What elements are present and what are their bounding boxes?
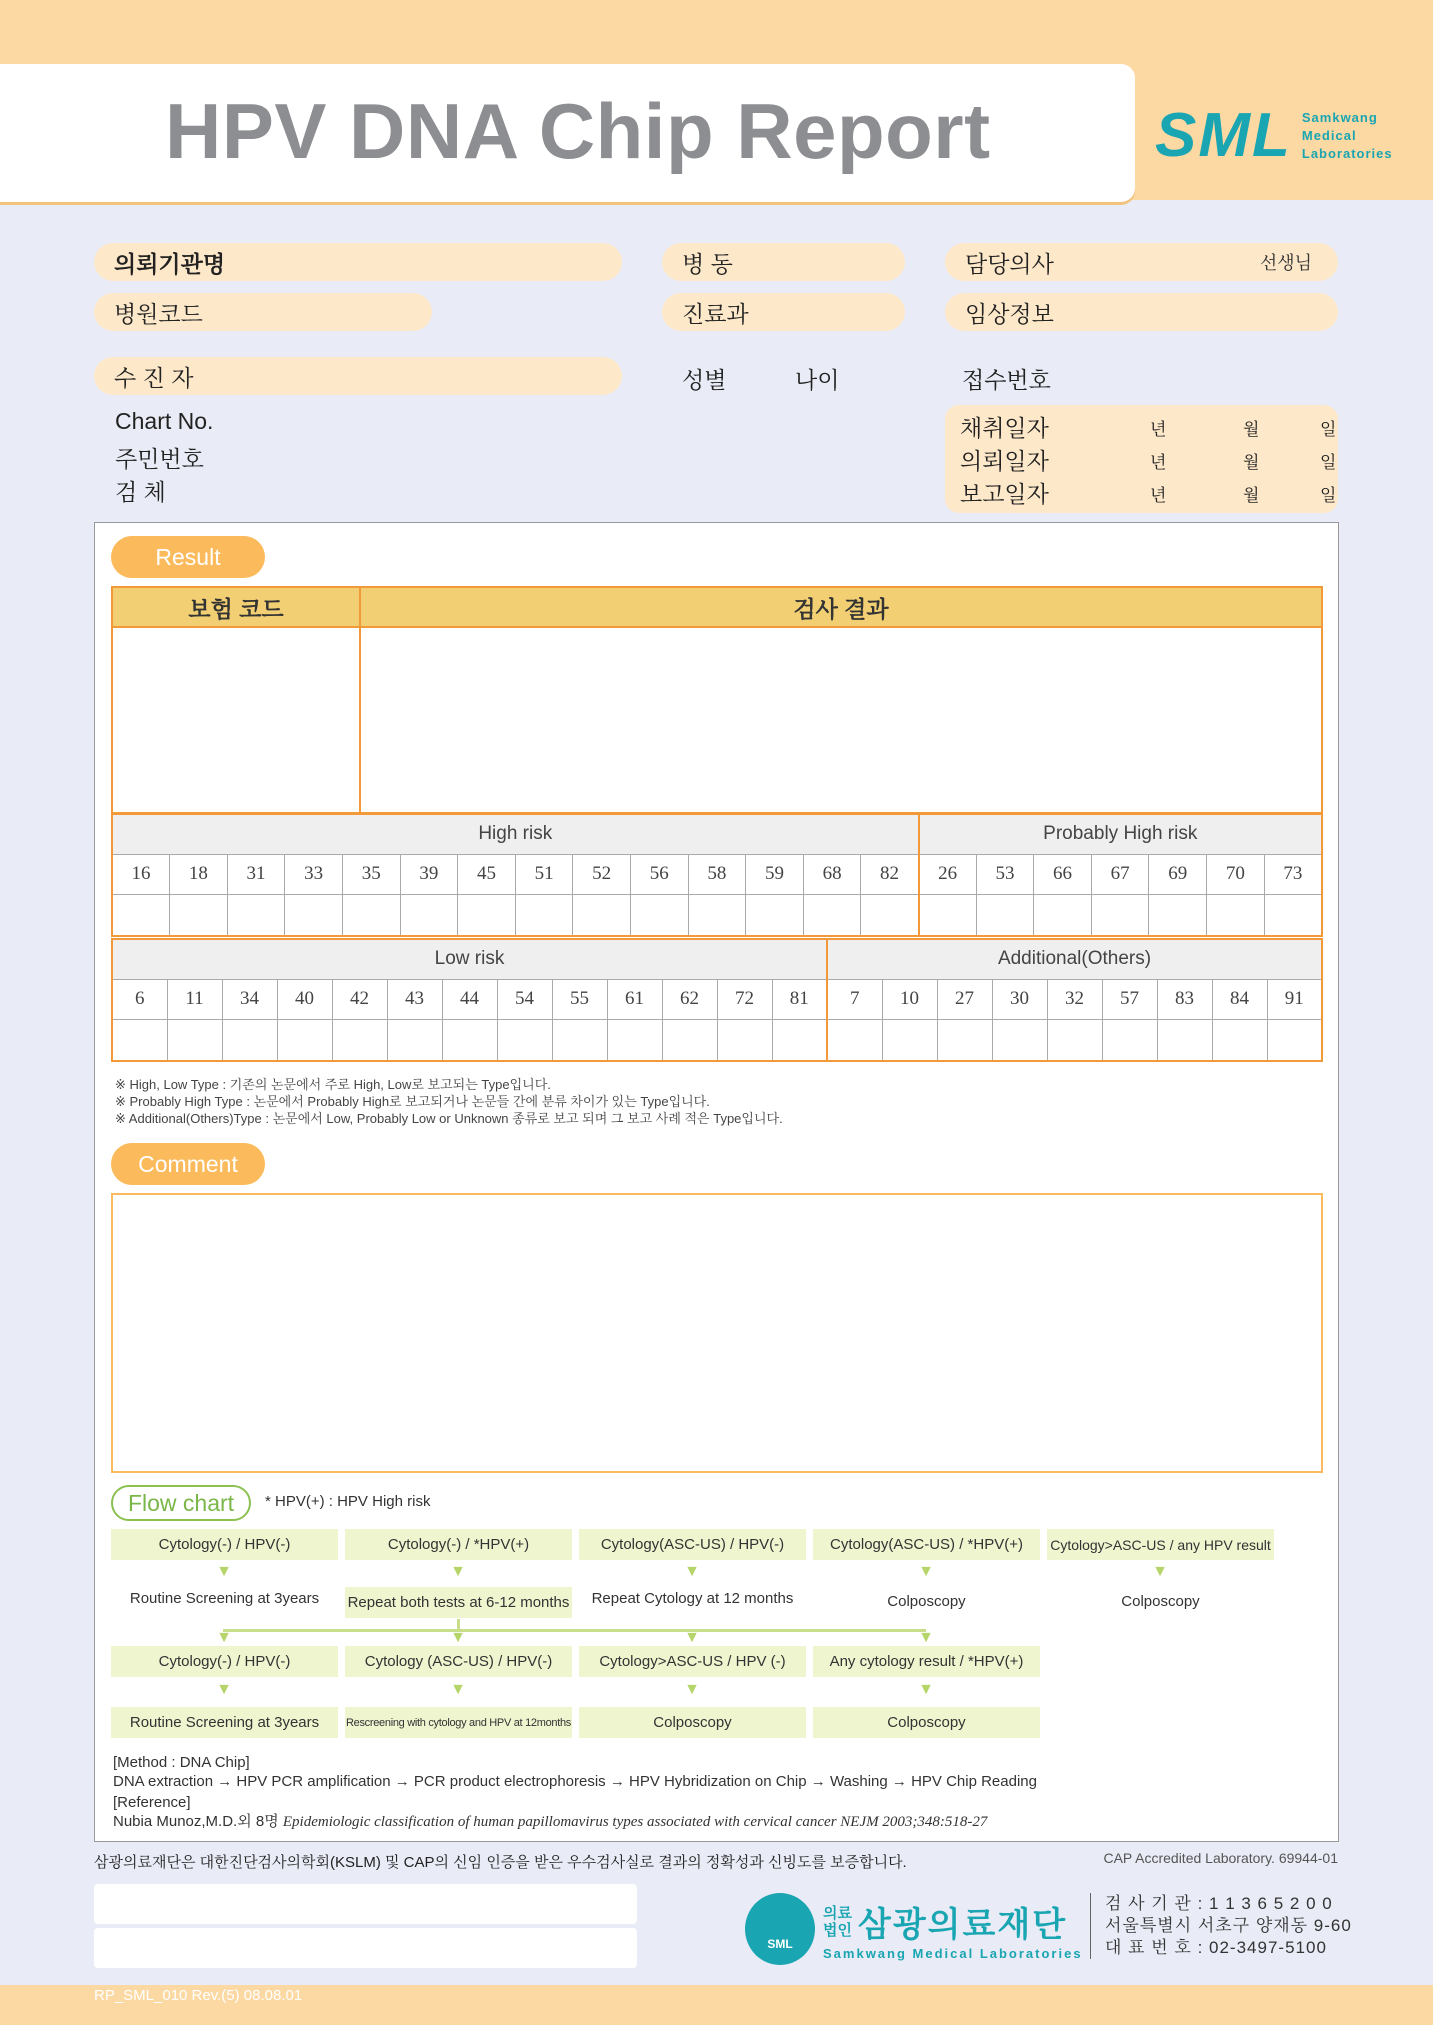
high-risk-result-cell[interactable]	[630, 894, 688, 936]
arrow-down-icon: ▼	[918, 1629, 934, 1646]
low-risk-result-cell[interactable]	[387, 1019, 442, 1061]
prob-high-type-67: 67	[1091, 854, 1149, 894]
institution-field[interactable]: 의뢰기관명	[94, 243, 622, 281]
comment-tag: Comment	[111, 1143, 265, 1185]
low-risk-type-6: 6	[112, 979, 167, 1019]
high-risk-result-cell[interactable]	[746, 894, 804, 936]
clinical-info-field[interactable]: 임상정보	[945, 293, 1338, 331]
patient-field[interactable]: 수 진 자	[94, 357, 622, 395]
specimen-label: 검 체	[115, 479, 166, 505]
additional-result-cell[interactable]	[882, 1019, 937, 1061]
fc-r1-c5: Cytology>ASC-US / any HPV result	[1047, 1529, 1274, 1560]
arrow-down-icon: ▼	[918, 1563, 934, 1580]
collection-date: 채취일자 년 월 일	[960, 415, 1337, 441]
fc-r4-c3: Colposcopy	[579, 1707, 806, 1738]
ward-field[interactable]: 병 동	[662, 243, 905, 281]
reference-title: [Reference]	[113, 1794, 191, 1811]
additional-type-32: 32	[1047, 979, 1102, 1019]
prob-high-result-cell[interactable]	[919, 894, 977, 936]
prob-high-type-53: 53	[976, 854, 1034, 894]
department-field[interactable]: 진료과	[662, 293, 905, 331]
method-title: [Method : DNA Chip]	[113, 1754, 250, 1771]
high-risk-result-cell[interactable]	[861, 894, 919, 936]
request-date: 의뢰일자 년 월 일	[960, 448, 1337, 474]
arrow-down-icon: ▼	[216, 1629, 232, 1646]
test-result-cell[interactable]	[361, 628, 1321, 812]
additional-type-30: 30	[992, 979, 1047, 1019]
low-risk-result-cell[interactable]	[277, 1019, 332, 1061]
fc-r4-c4: Colposcopy	[813, 1707, 1040, 1738]
test-result-header: 검사 결과	[793, 595, 889, 622]
main-panel	[94, 522, 1339, 1842]
fc-r2-c4: Colposcopy	[887, 1593, 966, 1610]
high-risk-type-35: 35	[342, 854, 400, 894]
prob-high-header: Probably High risk	[919, 814, 1322, 854]
additional-result-cell[interactable]	[1212, 1019, 1267, 1061]
high-risk-result-cell[interactable]	[573, 894, 631, 936]
low-risk-result-cell[interactable]	[112, 1019, 167, 1061]
high-risk-result-cell[interactable]	[400, 894, 458, 936]
high-risk-result-cell[interactable]	[285, 894, 343, 936]
arrow-down-icon: ▼	[216, 1681, 232, 1698]
prob-high-result-cell[interactable]	[1034, 894, 1092, 936]
prob-high-type-70: 70	[1207, 854, 1265, 894]
report-date: 보고일자 년 월 일	[960, 481, 1337, 507]
org-english-name: Samkwang Medical Laboratories	[823, 1946, 1083, 1961]
additional-result-cell[interactable]	[827, 1019, 882, 1061]
additional-type-91: 91	[1267, 979, 1322, 1019]
prob-high-result-cell[interactable]	[1207, 894, 1265, 936]
high-risk-type-18: 18	[170, 854, 228, 894]
sml-blob-icon: SML	[745, 1893, 815, 1965]
low-risk-result-cell[interactable]	[497, 1019, 552, 1061]
hospital-code-field[interactable]: 병원코드	[94, 293, 432, 331]
high-risk-header: High risk	[112, 814, 919, 854]
additional-result-cell[interactable]	[1157, 1019, 1212, 1061]
fc-r1-c3: Cytology(ASC-US) / HPV(-)	[579, 1529, 806, 1560]
high-risk-type-58: 58	[688, 854, 746, 894]
high-risk-type-82: 82	[861, 854, 919, 894]
prob-high-type-66: 66	[1034, 854, 1092, 894]
document-code: RP_SML_010 Rev.(5) 08.08.01	[94, 1987, 303, 2004]
low-risk-result-cell[interactable]	[662, 1019, 717, 1061]
high-risk-type-31: 31	[227, 854, 285, 894]
high-risk-type-59: 59	[746, 854, 804, 894]
additional-result-cell[interactable]	[1102, 1019, 1157, 1061]
additional-type-84: 84	[1212, 979, 1267, 1019]
resident-no-label: 주민번호	[115, 446, 204, 472]
low-risk-header: Low risk	[112, 939, 827, 979]
fc-r3-c1: Cytology(-) / HPV(-)	[111, 1646, 338, 1677]
low-risk-type-54: 54	[497, 979, 552, 1019]
arrow-down-icon: ▼	[450, 1563, 466, 1580]
low-risk-type-11: 11	[167, 979, 222, 1019]
high-risk-type-39: 39	[400, 854, 458, 894]
result-table	[111, 586, 1323, 814]
low-risk-type-61: 61	[607, 979, 662, 1019]
arrow-down-icon: ▼	[216, 1563, 232, 1580]
high-risk-type-52: 52	[573, 854, 631, 894]
result-tag: Result	[111, 536, 265, 578]
method-steps: DNA extraction → HPV PCR amplification → PCR product electrophoresis → HPV Hybridization on Chip → Washing → HPV Chip Reading	[113, 1773, 1037, 1790]
high-risk-result-cell[interactable]	[458, 894, 516, 936]
additional-type-10: 10	[882, 979, 937, 1019]
age-label: 나이	[795, 367, 840, 393]
low-risk-type-81: 81	[772, 979, 827, 1019]
prob-high-result-cell[interactable]	[1264, 894, 1322, 936]
signature-field-1[interactable]	[94, 1884, 637, 1924]
prob-high-result-cell[interactable]	[1149, 894, 1207, 936]
fc-r2-c1: Routine Screening at 3years	[129, 1590, 320, 1607]
low-risk-type-34: 34	[222, 979, 277, 1019]
doctor-field[interactable]: 담당의사 선생님	[945, 243, 1338, 281]
reference-line: Nubia Munoz,M.D.외 8명 Epidemiologic classification of human papillomavirus types associated with cervical cancer NEJM 2003;348:518-27	[113, 1813, 988, 1830]
low-risk-type-40: 40	[277, 979, 332, 1019]
high-risk-type-51: 51	[515, 854, 573, 894]
additional-type-83: 83	[1157, 979, 1212, 1019]
comment-box[interactable]	[111, 1193, 1323, 1473]
arrow-down-icon: ▼	[684, 1629, 700, 1646]
fc-r3-c3: Cytology>ASC-US / HPV (-)	[579, 1646, 806, 1677]
high-risk-type-56: 56	[630, 854, 688, 894]
logo-subtitle: Samkwang Medical Laboratories	[1301, 109, 1393, 161]
fc-r2-c5: Colposcopy	[1121, 1593, 1200, 1610]
date-box	[945, 405, 1338, 513]
samkwang-logo: SML 의료 법인 삼광의료재단 Samkwang Medical Laboratories	[745, 1893, 1083, 1965]
org-contact-info: 검 사 기 관 : 1 1 3 6 5 2 0 0 서울특별시 서초구 양재동 9-60 대 표 번 호 : 02-3497-5100	[1090, 1893, 1352, 1959]
fc-r3-c2: Cytology (ASC-US) / HPV(-)	[345, 1646, 572, 1677]
flowchart-tag: Flow chart	[111, 1485, 251, 1521]
low-risk-result-cell[interactable]	[717, 1019, 772, 1061]
signature-field-2[interactable]	[94, 1928, 637, 1968]
low-risk-type-44: 44	[442, 979, 497, 1019]
arrow-down-icon: ▼	[684, 1681, 700, 1698]
insurance-code-cell[interactable]	[113, 628, 361, 812]
low-risk-result-cell[interactable]	[222, 1019, 277, 1061]
additional-header: Additional(Others)	[827, 939, 1322, 979]
low-risk-result-cell[interactable]	[167, 1019, 222, 1061]
assurance-text: 삼광의료재단은 대한진단검사의학회(KSLM) 및 CAP의 신임 인증을 받은 우수검사실로 결과의 정확성과 신빙도를 보증합니다.	[94, 1854, 907, 1871]
sex-label: 성별	[682, 367, 727, 393]
additional-result-cell[interactable]	[992, 1019, 1047, 1061]
fc-r4-c2: Rescreening with cytology and HPV at 12months	[345, 1707, 572, 1738]
additional-result-cell[interactable]	[937, 1019, 992, 1061]
low-risk-result-cell[interactable]	[442, 1019, 497, 1061]
fc-r2-c2: Repeat both tests at 6-12 months	[345, 1587, 572, 1618]
low-risk-type-55: 55	[552, 979, 607, 1019]
high-risk-result-cell[interactable]	[342, 894, 400, 936]
fc-r1-c2: Cytology(-) / *HPV(+)	[345, 1529, 572, 1560]
low-risk-type-42: 42	[332, 979, 387, 1019]
high-risk-result-cell[interactable]	[170, 894, 228, 936]
high-risk-type-68: 68	[803, 854, 861, 894]
high-risk-result-cell[interactable]	[515, 894, 573, 936]
arrow-down-icon: ▼	[918, 1681, 934, 1698]
high-risk-result-cell[interactable]	[688, 894, 746, 936]
high-risk-type-33: 33	[285, 854, 343, 894]
receipt-no-label: 접수번호	[962, 367, 1051, 393]
low-risk-result-cell[interactable]	[772, 1019, 827, 1061]
low-risk-result-cell[interactable]	[607, 1019, 662, 1061]
low-risk-result-cell[interactable]	[552, 1019, 607, 1061]
connector-line	[223, 1629, 926, 1632]
sml-logo	[1155, 100, 1393, 171]
additional-type-57: 57	[1102, 979, 1157, 1019]
insurance-code-header: 보험 코드	[113, 588, 361, 626]
high-risk-result-cell[interactable]	[803, 894, 861, 936]
flowchart-note: * HPV(+) : HPV High risk	[265, 1493, 431, 1510]
report-title: HPV DNA Chip Report	[165, 87, 991, 175]
low-risk-result-cell[interactable]	[332, 1019, 387, 1061]
chart-no-label: Chart No.	[115, 408, 214, 434]
additional-result-cell[interactable]	[1047, 1019, 1102, 1061]
low-risk-table	[111, 938, 1323, 1062]
arrow-down-icon: ▼	[1152, 1563, 1168, 1580]
cap-accreditation: CAP Accredited Laboratory. 69944-01	[1103, 1850, 1338, 1866]
method-section	[113, 1753, 1037, 1832]
prob-high-result-cell[interactable]	[1091, 894, 1149, 936]
additional-type-27: 27	[937, 979, 992, 1019]
low-risk-type-62: 62	[662, 979, 717, 1019]
type-notes: ※ High, Low Type : 기존의 논문에서 주로 High, Low로 보고되는 Type입니다. ※ Probably High Type : 논문에서 Probably High로 보고되거나 논문들 간에 분류 차이가 있는 Type입니다. ※ Additional(Others)Type : 논문에서 Low, Probably Low or Unknown 종류로 보고 되며 그 보고 사례 적은 Type입니다.	[115, 1077, 783, 1126]
high-risk-result-cell[interactable]	[112, 894, 170, 936]
prob-high-type-26: 26	[919, 854, 977, 894]
fc-r1-c4: Cytology(ASC-US) / *HPV(+)	[813, 1529, 1040, 1560]
additional-type-7: 7	[827, 979, 882, 1019]
prob-high-result-cell[interactable]	[976, 894, 1034, 936]
arrow-down-icon: ▼	[450, 1629, 466, 1646]
org-name: 삼광의료재단	[857, 1906, 1068, 1944]
fc-r4-c1: Routine Screening at 3years	[111, 1707, 338, 1738]
additional-result-cell[interactable]	[1267, 1019, 1322, 1061]
prob-high-type-73: 73	[1264, 854, 1322, 894]
low-risk-type-72: 72	[717, 979, 772, 1019]
high-risk-type-45: 45	[458, 854, 516, 894]
high-risk-type-16: 16	[112, 854, 170, 894]
logo-mark: SML	[1155, 101, 1292, 170]
fc-r1-c1: Cytology(-) / HPV(-)	[111, 1529, 338, 1560]
arrow-down-icon: ▼	[684, 1563, 700, 1580]
fc-r3-c4: Any cytology result / *HPV(+)	[813, 1646, 1040, 1677]
prob-high-type-69: 69	[1149, 854, 1207, 894]
fc-r2-c3: Repeat Cytology at 12 months	[591, 1590, 794, 1607]
arrow-down-icon: ▼	[450, 1681, 466, 1698]
low-risk-type-43: 43	[387, 979, 442, 1019]
high-risk-result-cell[interactable]	[227, 894, 285, 936]
high-risk-table	[111, 813, 1323, 937]
